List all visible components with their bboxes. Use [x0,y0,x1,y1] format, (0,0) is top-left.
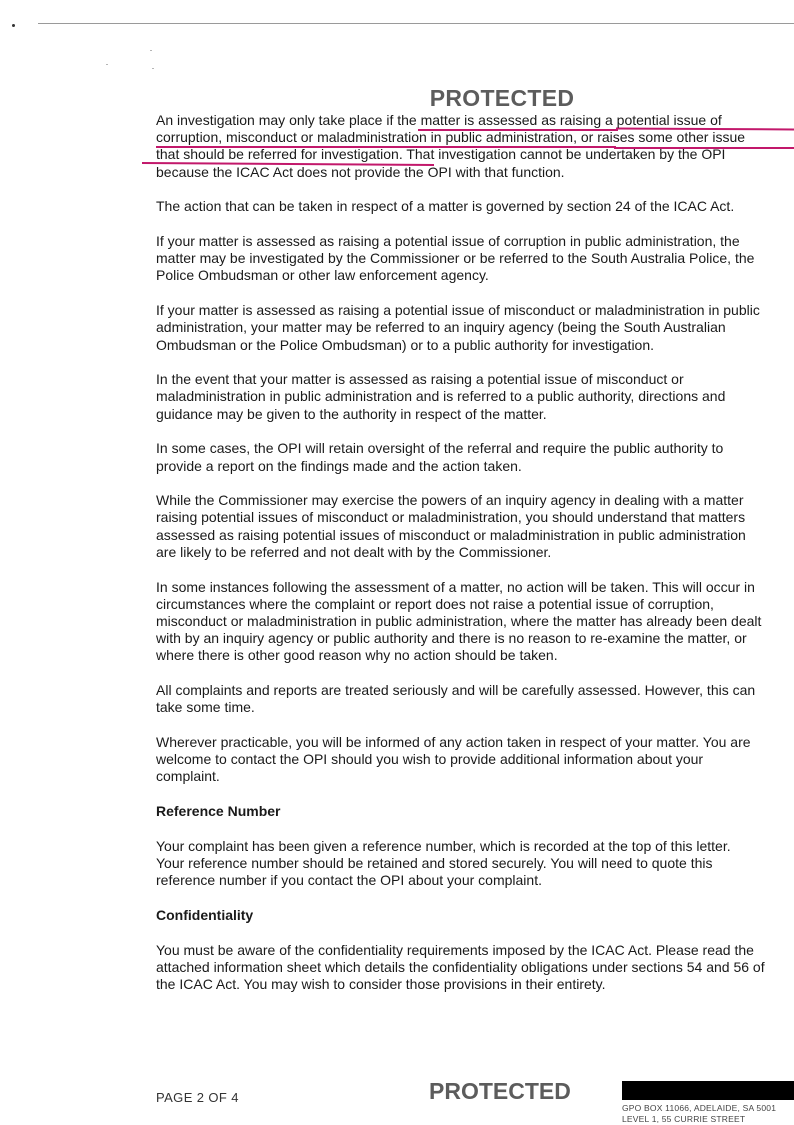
scan-edge-line [38,23,794,24]
address-line: GPO BOX 11066, ADELAIDE, SA 5001 [622,1103,777,1113]
text-line: You must be aware of the confidentiality requirements imposed by the ICAC Act. Please read the [156,941,754,958]
text-line: Your complaint has been given a reference number, which is recorded at the top of this letter. [156,837,731,854]
text-line: In some instances following the assessment of a matter, no action will be taken. This will occur in [156,578,755,595]
paragraph [156,579,794,665]
text-line: assessed as raising potential issues of misconduct or maladministration in public administration [156,526,746,543]
text-line: corruption, misconduct or maladministration in public administration, or raises some other issue [156,129,746,146]
text-line: While the Commissioner may exercise the powers of an inquiry agency in dealing with a matter [156,492,744,509]
text-line: the ICAC Act. You may wish to consider those provisions in their entirety. [156,976,606,993]
paragraph [156,942,794,994]
text-line: maladministration in public administration and is referred to a public authority, directions and [156,388,726,405]
page-number: PAGE 2 OF 4 [156,1090,239,1105]
text-line: are likely to be referred and not dealt with by the Commissioner. [156,543,552,560]
text-line: Ombudsman or the Police Ombudsman) or to a public authority for investigation. [156,336,655,353]
paragraph [156,198,794,215]
paragraph [156,112,794,181]
letter-body [156,112,794,1011]
text-line: complaint. [156,768,220,785]
text-line: circumstances where the complaint or report does not raise a potential issue of corruption, [156,595,714,612]
text-line: matter may be investigated by the Commissioner or be referred to the South Australia Police, the [156,250,755,267]
text-line: guidance may be given to the authority in respect of the matter. [156,405,547,422]
text-line: provide a report on the findings made and the action taken. [156,457,522,474]
text-line: In some cases, the OPI will retain oversight of the referral and require the public authority to [156,440,724,457]
text-line: misconduct or maladministration in public administration, where the matter has already been dealt [156,612,762,629]
text-line: In the event that your matter is assessed as raising a potential issue of misconduct or [156,371,684,388]
text-line: Police Ombudsman or other law enforcement agency. [156,267,489,284]
paragraph [156,682,794,716]
text-line: with by an inquiry agency or public authority and there is no reason to re-examine the matter, or [156,630,747,647]
text-line: because the ICAC Act does not provide the OPI with that function. [156,163,565,180]
paragraph [156,302,794,354]
text-line: attached information sheet which details the confidentiality obligations under sections 54 and 56 of [156,958,765,975]
protected-header: PROTECTED [429,85,575,111]
text-line: that should be referred for investigation. That investigation cannot be undertaken by the OPI [156,146,726,163]
paragraph [156,734,794,786]
paragraph [156,233,794,285]
text-line: welcome to contact the OPI should you wish to provide additional information about your [156,751,704,768]
scan-speck [152,68,154,69]
text-line: take some time. [156,699,255,716]
text-line: where there is other good reason why no action should be taken. [156,647,558,664]
text-line: If your matter is assessed as raising a potential issue of corruption in public administration, the [156,233,740,250]
paragraph [156,492,794,561]
scan-speck [106,64,108,65]
text-line: Your reference number should be retained and stored securely. You will need to quote this [156,855,713,871]
text-line: reference number if you contact the OPI about your complaint. [156,872,542,889]
paragraph [156,838,794,890]
text-line: raising potential issues of misconduct or maladministration, you should understand that matters [156,509,746,526]
paragraph [156,440,794,474]
section-heading-reference-number: Reference Number [156,803,281,820]
scan-speck [150,50,152,51]
section-heading-confidentiality: Confidentiality [156,906,254,923]
text-line: Wherever practicable, you will be informed of any action taken in respect of your matter. You are [156,733,751,750]
text-line: All complaints and reports are treated seriously and will be carefully assessed. However, this can [156,682,756,699]
address-line: LEVEL 1, 55 CURRIE STREET [622,1114,746,1124]
text-line: If your matter is assessed as raising a potential issue of misconduct or maladministration in public [156,302,760,319]
text-line: The action that can be taken in respect of a matter is governed by section 24 of the ICAC Act. [156,198,735,215]
redaction-block [622,1081,794,1100]
text-line: An investigation may only take place if the matter is assessed as raising a potential issue of [156,112,722,128]
text-line: administration, your matter may be referred to an inquiry agency (being the South Australian [156,319,726,336]
protected-footer: PROTECTED [429,1078,571,1104]
paragraph [156,371,794,423]
scan-speck [12,24,15,27]
